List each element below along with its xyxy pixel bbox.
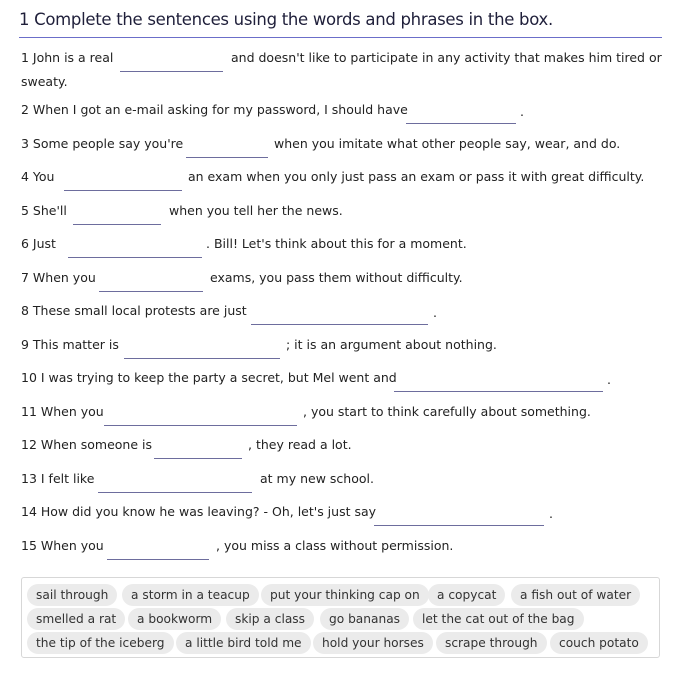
answer-blank-4[interactable]	[64, 190, 182, 191]
answer-blank-15[interactable]	[107, 559, 209, 560]
question-11-start: 11 When you	[21, 404, 104, 419]
question-9-end: ; it is an argument about nothing.	[286, 337, 497, 352]
word-chip[interactable]: a little bird told me	[176, 632, 311, 654]
question-7-end: exams, you pass them without difficulty.	[210, 270, 463, 285]
question-14-start: 14 How did you know he was leaving? - Oh, let's just say	[21, 504, 377, 519]
answer-blank-12[interactable]	[154, 458, 242, 459]
answer-blank-9[interactable]	[124, 358, 280, 359]
question-3-end: when you imitate what other people say, wear, and do.	[274, 136, 621, 151]
question-6-end: . Bill! Let's think about this for a moment.	[206, 236, 467, 251]
answer-blank-3[interactable]	[186, 157, 268, 158]
question-11-end: , you start to think carefully about something.	[303, 404, 591, 419]
title-divider	[19, 37, 662, 38]
word-chip[interactable]: sail through	[27, 584, 117, 606]
answer-blank-11[interactable]	[104, 425, 297, 426]
word-chip[interactable]: a bookworm	[128, 608, 221, 630]
answer-blank-5[interactable]	[73, 224, 161, 225]
word-chip[interactable]: put your thinking cap on	[261, 584, 429, 606]
question-15-end: , you miss a class without permission.	[216, 538, 454, 553]
word-chip[interactable]: go bananas	[320, 608, 409, 630]
word-chip[interactable]: hold your horses	[313, 632, 433, 654]
question-6-start: 6 Just	[21, 236, 56, 251]
answer-blank-13[interactable]	[98, 492, 252, 493]
question-7-start: 7 When you	[21, 270, 96, 285]
question-2-start: 2 When I got an e-mail asking for my password, I should have	[21, 102, 408, 117]
answer-blank-1[interactable]	[120, 71, 223, 72]
answer-blank-8[interactable]	[251, 324, 428, 325]
question-10-end: .	[607, 372, 611, 387]
question-4-end: an exam when you only just pass an exam or pass it with great difficulty.	[188, 169, 645, 184]
question-2-end: .	[520, 104, 524, 119]
word-chip[interactable]: a storm in a teacup	[122, 584, 259, 606]
word-chip[interactable]: let the cat out of the bag	[413, 608, 584, 630]
question-5-start: 5 She'll	[21, 203, 67, 218]
question-1-end: and doesn't like to participate in any activity that makes him tired or	[231, 50, 662, 65]
question-4-start: 4 You	[21, 169, 55, 184]
question-5-end: when you tell her the news.	[169, 203, 343, 218]
question-1-start: 1 John is a real	[21, 50, 114, 65]
answer-blank-7[interactable]	[99, 291, 203, 292]
question-1-continuation: sweaty.	[21, 74, 68, 89]
question-13-start: 13 I felt like	[21, 471, 95, 486]
word-chip[interactable]: skip a class	[226, 608, 314, 630]
question-10-start: 10 I was trying to keep the party a secret, but Mel went and	[21, 370, 397, 385]
word-chip[interactable]: a copycat	[428, 584, 505, 606]
question-3-start: 3 Some people say you're	[21, 136, 184, 151]
question-14-end: .	[549, 506, 553, 521]
answer-blank-10[interactable]	[394, 391, 603, 392]
answer-blank-14[interactable]	[374, 525, 544, 526]
word-chip[interactable]: the tip of the iceberg	[27, 632, 174, 654]
answer-blank-6[interactable]	[68, 257, 202, 258]
question-12-start: 12 When someone is	[21, 437, 152, 452]
question-12-end: , they read a lot.	[248, 437, 352, 452]
question-9-start: 9 This matter is	[21, 337, 119, 352]
word-chip[interactable]: couch potato	[550, 632, 648, 654]
question-8-start: 8 These small local protests are just	[21, 303, 247, 318]
answer-blank-2[interactable]	[406, 123, 516, 124]
question-15-start: 15 When you	[21, 538, 104, 553]
question-13-end: at my new school.	[260, 471, 374, 486]
question-8-end: .	[433, 305, 437, 320]
word-chip[interactable]: smelled a rat	[27, 608, 125, 630]
exercise-title: 1 Complete the sentences using the words and phrases in the box.	[19, 10, 553, 29]
word-chip[interactable]: a fish out of water	[511, 584, 640, 606]
word-chip[interactable]: scrape through	[436, 632, 547, 654]
